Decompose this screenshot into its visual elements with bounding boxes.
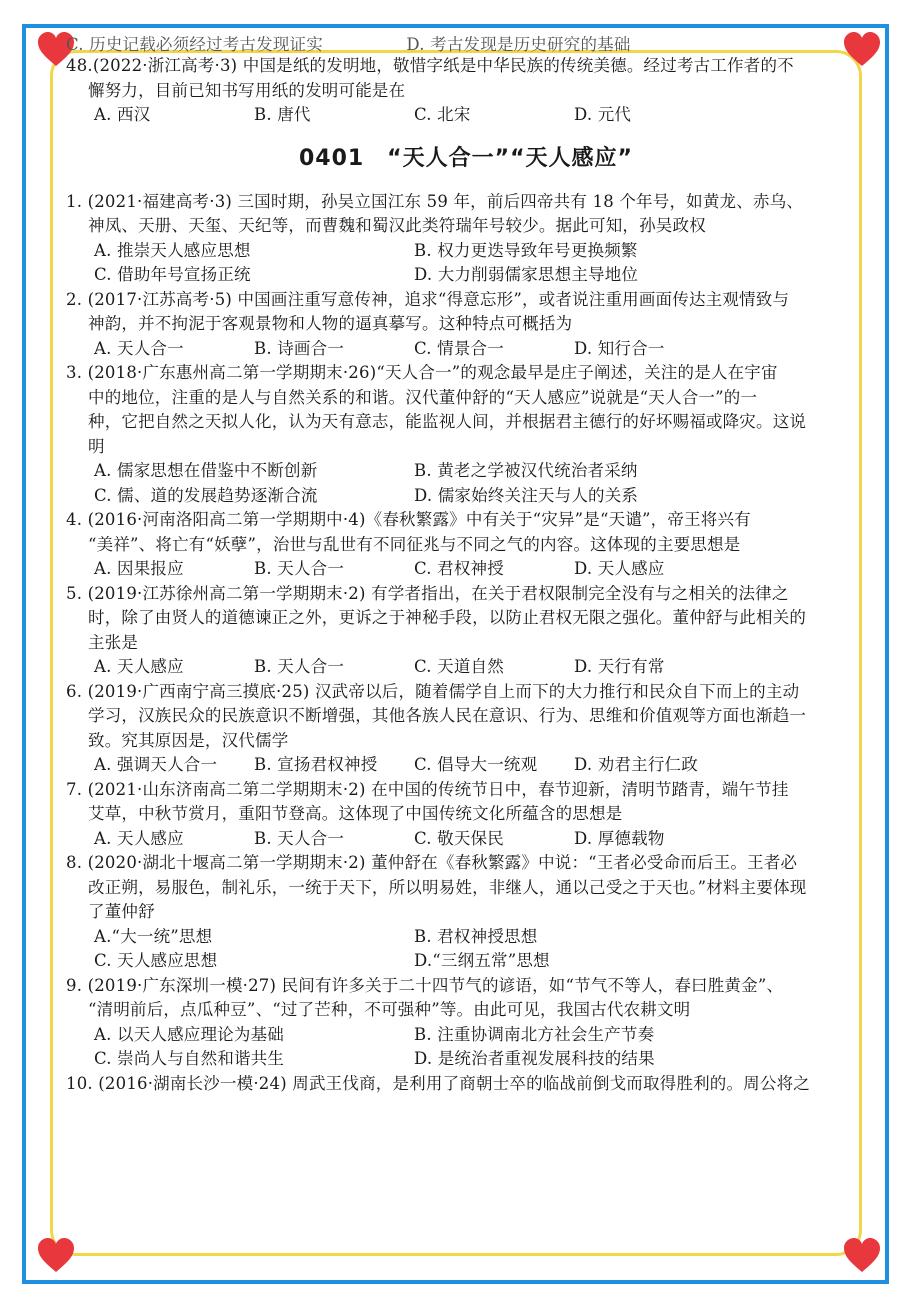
option-b: B. 注重协调南北方社会生产节奏 xyxy=(414,1024,655,1044)
options-row xyxy=(66,1023,866,1048)
question-line: 1. (2021·福建高考·3) 三国时期，孙吴立国江东 59 年，前后四帝共有 18 个年号，如黄龙、赤乌、 xyxy=(66,191,804,211)
question-line: 9. (2019·广东深圳一模·27) 民间有许多关于二十四节气的谚语，如“节气不等人，春曰胜黄金”、 xyxy=(66,975,784,995)
option-a: A. 强调天人合一 xyxy=(94,755,218,774)
option-b: B. 君权神授思想 xyxy=(414,926,538,946)
option-d: D. 厚德载物 xyxy=(574,828,665,848)
worksheet-content xyxy=(66,36,866,1256)
options-row xyxy=(66,484,866,509)
option-d: D. 劝君主行仁政 xyxy=(574,755,698,774)
question-line: 懈努力，目前已知书写用纸的发明可能是在 xyxy=(88,80,406,100)
option-b: B. 天人合一 xyxy=(254,657,345,676)
question-line: 中的地位，注重的是人与自然关系的和谐。汉代董仲舒的“天人感应”说就是“天人合一”的一 xyxy=(88,387,758,407)
question-list xyxy=(66,190,866,1072)
question-line xyxy=(66,54,866,79)
question-line: 4. (2016·河南洛阳高二第一学期期中·4)《春秋繁露》中有关于“灾异”是“天谴”，帝王将兴有 xyxy=(66,510,751,529)
option-a: A.“大一统”思想 xyxy=(94,926,213,946)
option-b: B. 天人合一 xyxy=(254,559,345,578)
options-row xyxy=(66,459,866,484)
option-b: B. 黄老之学被汉代统治者采纳 xyxy=(414,461,638,480)
question-line: 艾草，中秋节赏月，重阳节登高。这体现了中国传统文化所蕴含的思想是 xyxy=(88,804,623,823)
options-row xyxy=(66,827,866,852)
option-d: D. 天行有常 xyxy=(574,657,665,676)
options-row xyxy=(66,655,866,680)
options-row xyxy=(66,337,866,362)
question-line: 2. (2017·江苏高考·5) 中国画注重写意传神，追求“得意忘形”，或者说注重用画面传达主观情致与 xyxy=(66,289,790,309)
options-row xyxy=(66,103,866,128)
option-d: D. 儒家始终关注天与人的关系 xyxy=(414,485,639,505)
question-line: 时，除了由贤人的道德谏正之外，更诉之于神秘手段，以防止君权无限之强化。董仲舒与此相关的 xyxy=(88,608,807,627)
question-line: 明 xyxy=(88,436,105,456)
option-d: D.“三纲五常”思想 xyxy=(414,951,550,970)
question-line: 3. (2018·广东惠州高二第一学期期末·26)“天人合一”的观念最早是庄子阐述，关注的是人在宇宙 xyxy=(66,363,778,382)
option-b: B. 权力更迭导致年号更换频繁 xyxy=(414,240,638,260)
option-a: A. 天人感应 xyxy=(94,828,184,848)
options-row xyxy=(66,1047,866,1072)
question-block xyxy=(66,288,866,362)
section-title: 0401 “天人合一”“天人感应” xyxy=(298,145,634,171)
question-block xyxy=(66,680,866,778)
previous-question xyxy=(66,54,866,128)
option-a: A. 天人合一 xyxy=(94,338,184,358)
option-b: B. 唐代 xyxy=(254,105,311,124)
question-block xyxy=(66,851,866,974)
option-c: C. 敬天保民 xyxy=(414,828,504,848)
option-c: C. 君权神授 xyxy=(414,559,504,578)
options-row xyxy=(66,925,866,950)
option-c: C. 崇尚人与自然和谐共生 xyxy=(94,1049,285,1068)
option-a: A. 推崇天人感应思想 xyxy=(94,240,251,260)
option-c: C. 北宋 xyxy=(414,105,471,124)
option-c: C. 情景合一 xyxy=(414,338,504,358)
question-block xyxy=(66,778,866,852)
question-line: 5. (2019·江苏徐州高二第一学期期末·2) 有学者指出，在关于君权限制完全没有与之相关的法律之 xyxy=(66,583,789,603)
option-a: A. 西汉 xyxy=(94,105,151,124)
question-line: 神凤、天册、天玺、天纪等，而曹魏和蜀汉此类符瑞年号较少。据此可知，孙吴政权 xyxy=(88,216,706,235)
option-a: A. 儒家思想在借鉴中不断创新 xyxy=(94,461,318,480)
option-c: C. 儒、道的发展趋势逐渐合流 xyxy=(94,485,318,505)
option-c: C. 天人感应思想 xyxy=(94,951,218,970)
option-a: A. 因果报应 xyxy=(94,559,184,578)
option-c: C. 倡导大一统观 xyxy=(414,755,538,774)
question-line: 种，它把自然之天拟人化，认为天有意志，能监视人间，并根据君主德行的好坏赐福或降灾。这说 xyxy=(88,412,807,431)
options-row xyxy=(66,949,866,974)
option-d: D. 是统治者重视发展科技的结果 xyxy=(414,1049,655,1068)
option-d: D. 元代 xyxy=(574,105,632,124)
question-line: “美祥”、将亡有“妖孽”，治世与乱世有不同征兆与不同之气的内容。这体现的主要思想是 xyxy=(88,534,741,554)
question-text: (2022·浙江高考·3) 中国是纸的发明地，敬惜字纸是中华民族的传统美德。经过考古工作者的不 xyxy=(92,56,794,75)
question-line: 主张是 xyxy=(88,632,139,652)
options-row xyxy=(66,263,866,288)
question-line: 改正朔，易服色，制礼乐，一统于天下，所以明易姓，非继人，通以己受之于天也。”材料主要体现 xyxy=(88,877,807,897)
question-line: 6. (2019·广西南宁高三摸底·25) 汉武帝以后，随着儒学自上而下的大力推行和民众自下而上的主动 xyxy=(66,681,800,701)
question-block xyxy=(66,190,866,288)
option-d: D. 天人感应 xyxy=(574,559,665,578)
option-d: D. 大力削弱儒家思想主导地位 xyxy=(414,265,639,284)
question-line: “清明前后，点瓜种豆”、“过了芒种，不可强种”等。由此可见，我国古代农耕文明 xyxy=(88,1000,691,1019)
question-line: 学习，汉族民众的民族意识不断增强，其他各族人民在意识、行为、思维和价值观等方面也渐趋一 xyxy=(88,706,807,725)
question-block xyxy=(66,508,866,582)
option-d: D. 知行合一 xyxy=(574,338,665,358)
question-line: 神韵，并不拘泥于客观景物和人物的逼真摹写。这种特点可概括为 xyxy=(88,314,573,333)
option-b: B. 天人合一 xyxy=(254,828,345,848)
question-block xyxy=(66,974,866,1072)
option-b: B. 诗画合一 xyxy=(254,338,345,358)
option-a: A. 以天人感应理论为基础 xyxy=(94,1024,285,1044)
question-block xyxy=(66,582,866,680)
options-row xyxy=(66,557,866,582)
question-line-cut: 10. (2016·湖南长沙一模·24) 周武王伐商，是利用了商朝士卒的临战前倒戈而取得胜利的。周公将之 xyxy=(66,1073,810,1093)
question-line: 了董仲舒 xyxy=(88,902,155,921)
question-number: 48. xyxy=(66,56,93,75)
option-a: A. 天人感应 xyxy=(94,657,184,676)
option-c: C. 天道自然 xyxy=(414,657,504,676)
question-line: 致。究其原因是，汉代儒学 xyxy=(88,730,289,750)
options-row xyxy=(66,239,866,264)
question-line: 7. (2021·山东济南高二第二学期期末·2) 在中国的传统节日中，春节迎新，清明节踏青，端午节挂 xyxy=(66,779,789,799)
question-block xyxy=(66,361,866,508)
option-c: C. 借助年号宣扬正统 xyxy=(94,265,251,284)
options-row xyxy=(66,753,866,778)
cut-off-line: C. 历史记载必须经过考古发现证实 D. 考古发现是历史研究的基础 xyxy=(66,36,631,54)
option-b: B. 宣扬君权神授 xyxy=(254,755,378,774)
question-line: 8. (2020·湖北十堰高二第一学期期末·2) 董仲舒在《春秋繁露》中说：“王者必受命而后王。王者必 xyxy=(66,853,798,872)
